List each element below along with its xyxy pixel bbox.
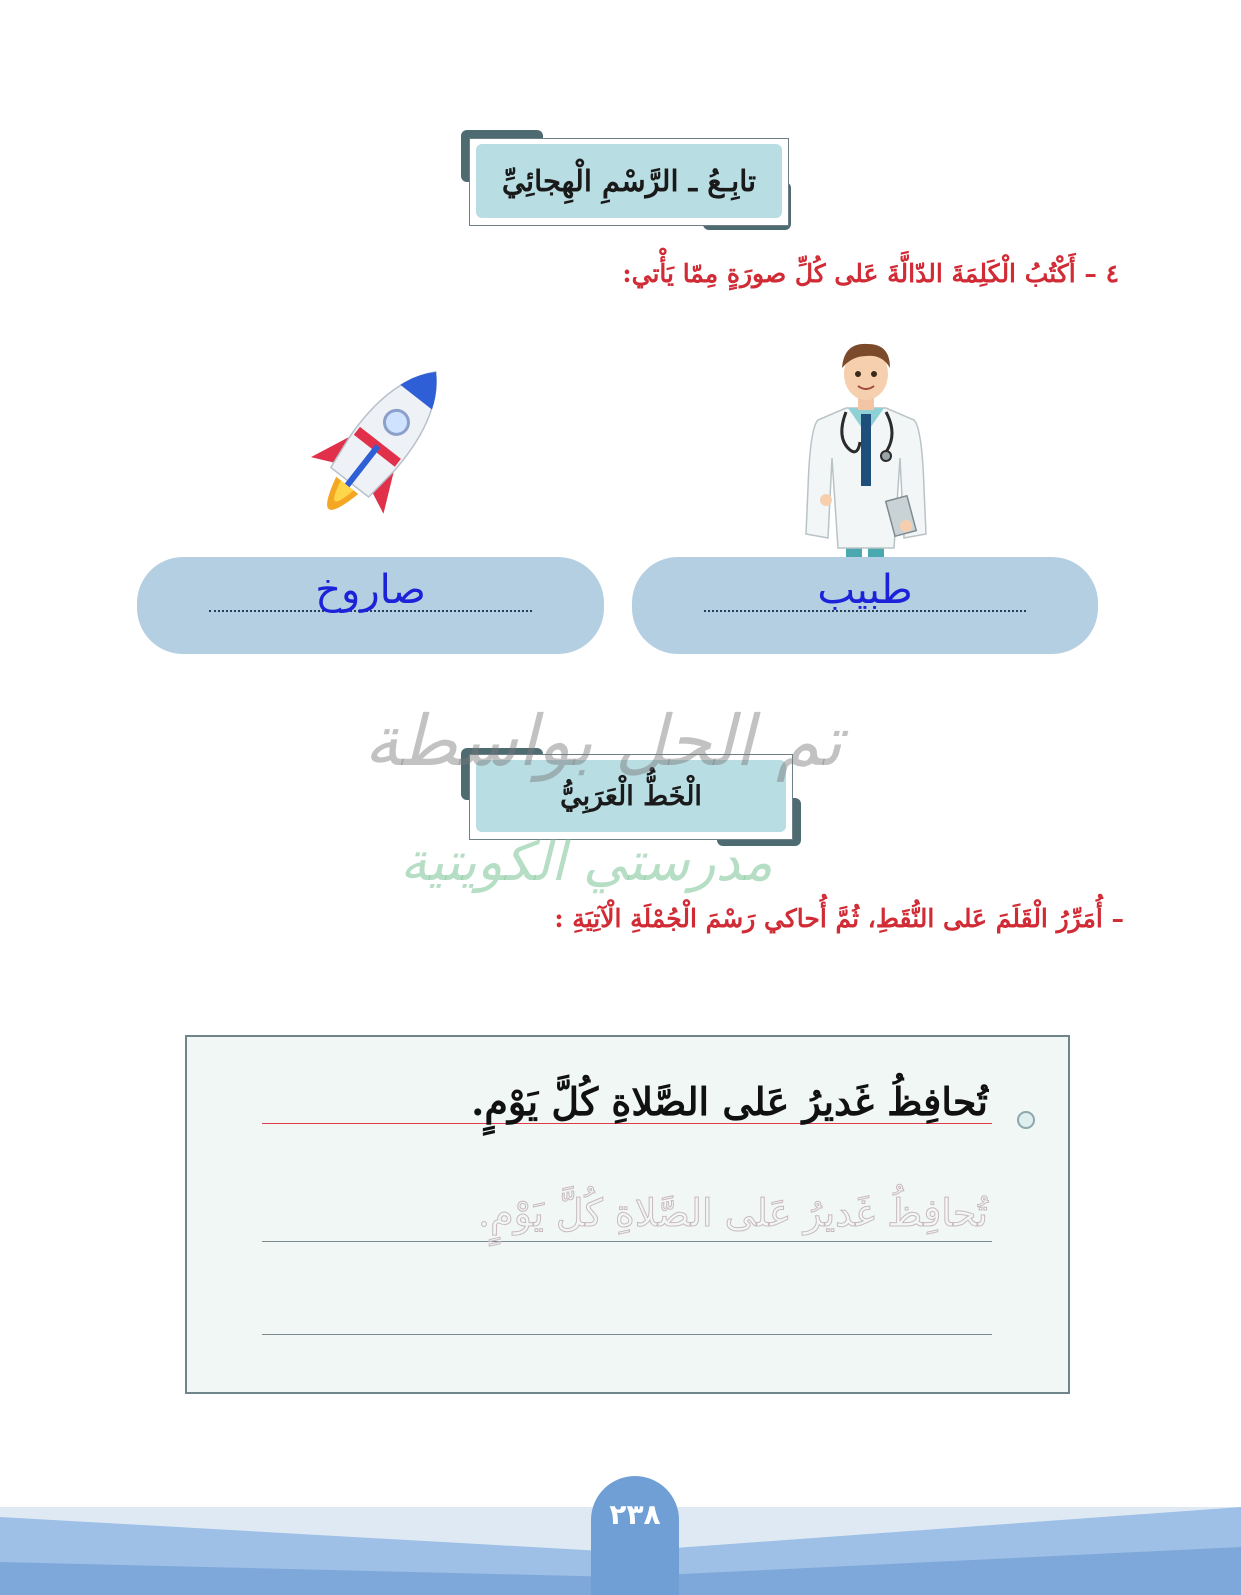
section-title-badge	[461, 130, 801, 230]
answer-rocket: صاروخ	[315, 567, 426, 613]
handwriting-instruction: – أُمَرِّرُ الْقَلَمَ عَلى النُّقَطِ، ثُمَّ أُحاكي رَسْمَ الْجُمْلَةِ الْآتِيَةِ :	[554, 904, 1124, 933]
handwriting-practice-box	[185, 1035, 1070, 1394]
rocket-illustration	[288, 346, 460, 552]
section-title-2: الْخَطُّ الْعَرَبِيُّ	[476, 760, 786, 832]
doctor-illustration	[798, 338, 934, 560]
model-sentence: تُحافِظُ غَديرُ عَلى الصَّلاةِ كُلَّ يَوْمٍ.	[471, 1079, 988, 1124]
answer-box-doctor[interactable]	[632, 557, 1098, 654]
trace-sentence[interactable]: تُحافِظُ غَديرُ عَلى الصَّلاةِ كُلَّ يَوْمٍ.	[478, 1191, 988, 1235]
watermark-line-1: تم الحل بواسطة	[364, 700, 843, 782]
page-number: ٢٣٨	[591, 1476, 679, 1595]
answer-doctor: طبيب	[817, 567, 913, 613]
section-title: تابِـعُ ـ الرَّسْمِ الْهِجائِيِّ	[476, 144, 782, 218]
writing-line-2[interactable]	[262, 1334, 992, 1335]
bullet-icon	[1017, 1111, 1035, 1129]
exercise-4-instruction: ٤ – أَكْتُبُ الْكَلِمَةَ الدّالَّةَ عَلى كُلِّ صورَةٍ مِمّا يَأْتي:	[622, 259, 1119, 288]
answer-box-rocket[interactable]	[137, 557, 604, 654]
watermark-line-2: مدرستي الكويتية	[400, 830, 773, 893]
writing-line-1	[262, 1241, 992, 1242]
